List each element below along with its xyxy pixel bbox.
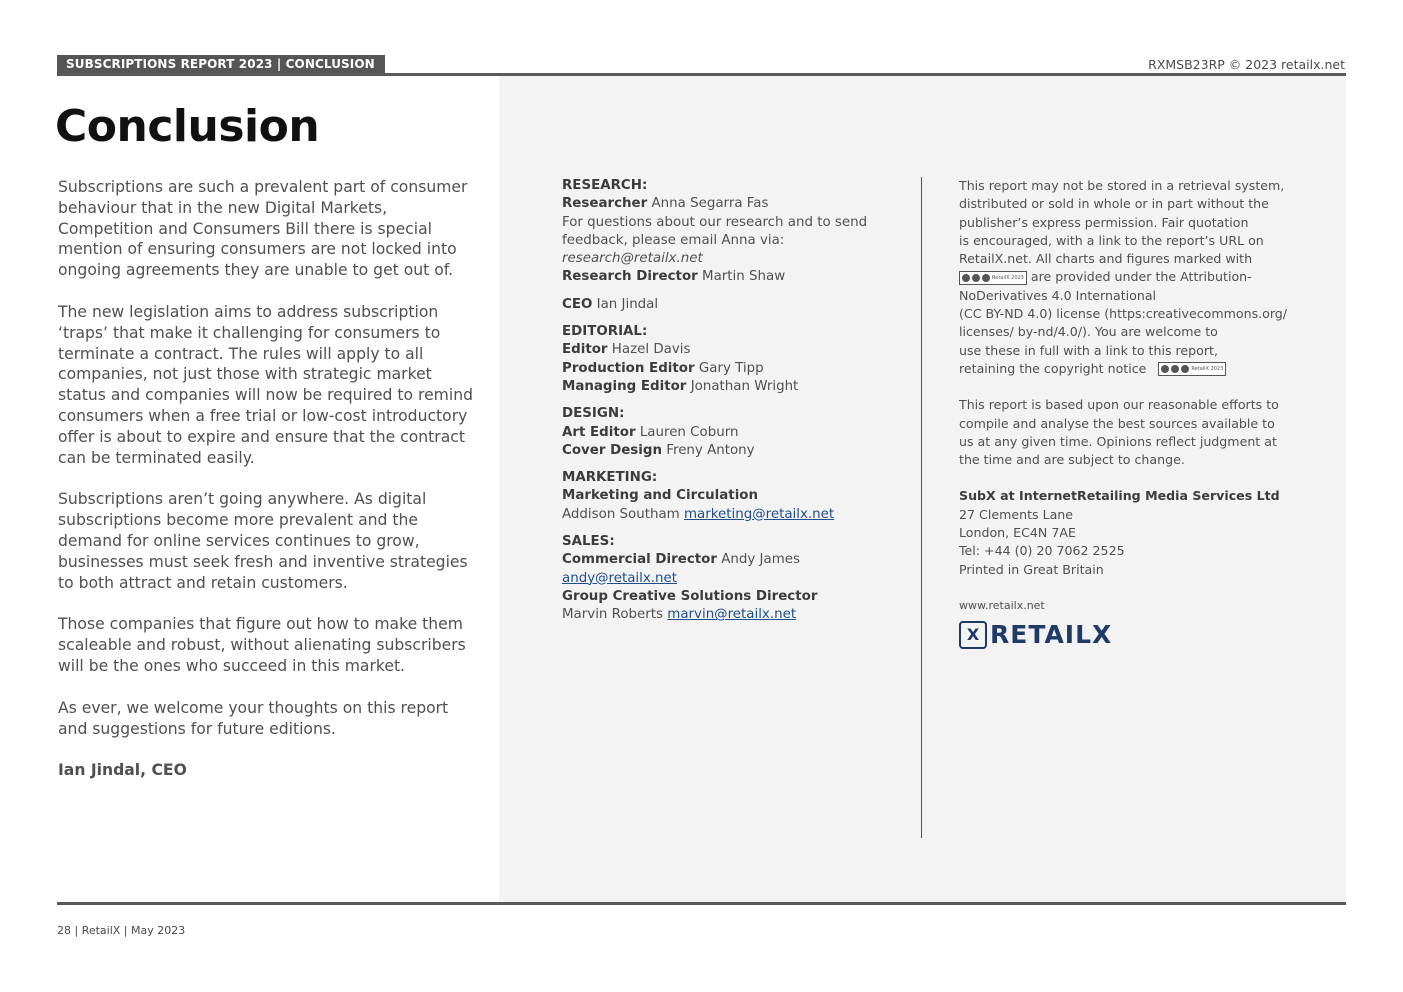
text-line: are provided under the Attribution- [1030,269,1252,285]
retailx-logo [959,621,1279,649]
marvin-email-link[interactable]: marvin@retailx.net [667,607,797,623]
role-label: CEO [562,296,593,312]
paragraph: Subscriptions are such a prevalent part of consumer behaviour that in the new Digital Markets, Competition and Consumers Bill there is special mention of ensuring consumers are not locked into ongoing agreements they are unable to get out of. [58,178,468,280]
text-line: compile and analyse the best sources available to [959,415,1275,431]
section-heading: DESIGN: [562,406,625,422]
section-heading: MARKETING: [562,470,658,486]
role-label: Researcher [562,196,648,212]
phone-line: Tel: +44 (0) 20 7062 2525 [959,543,1125,559]
report-code: RXMSB23RP © 2023 retailx.net [1148,57,1345,72]
text-line: (CC BY-ND 4.0) license (https:creativecommons.org/ [959,306,1288,322]
footer-divider [57,902,1346,905]
role-label: Production Editor [562,360,695,376]
text-line: RetailX.net. All charts and figures marked with [959,251,1253,267]
badge-label: RetailX 2023 [1191,366,1224,373]
role-label: Art Editor [562,424,636,440]
section-heading: SALES: [562,534,615,550]
by-icon [972,274,980,282]
legal-column [959,177,1288,650]
person-name: Andy James [721,552,800,568]
text-line: NoDerivatives 4.0 International [959,287,1157,303]
cc-license-badge [1158,362,1226,376]
retailx-logo-icon: X [959,621,987,649]
role-label: Commercial Director [562,552,717,568]
column-divider [921,177,922,838]
disclaimer [959,396,1279,469]
sales-section [562,533,912,624]
credits-column [562,177,912,634]
text-line: use these in full with a link to this report, [959,342,1218,358]
research-section [562,177,912,287]
retailx-wordmark: RETAILX [990,620,1113,650]
editorial-section [562,323,912,396]
role-label: Marketing and Circulation [562,488,759,504]
marketing-email-link[interactable]: marketing@retailx.net [684,506,835,522]
paragraph: The new legislation aims to address subscription ‘traps’ that make it challenging for consumers to terminate a contract. The rules will apply to all companies, not just those with strategic market status and companies will now be required to remind consumers when a free trial or low-cost introductory offer is about to expire and ensure that the contract can be terminated easily. [58,302,473,467]
role-label: Managing Editor [562,378,687,394]
person-name: Anna Segarra Fas [651,196,769,212]
person-name: Lauren Coburn [639,424,739,440]
role-label: Group Creative Solutions Director [562,588,818,604]
by-icon [1171,365,1179,373]
paragraph: Those companies that figure out how to make them scaleable and robust, without alienating subscribers will be the ones who succeed in this market. [58,615,466,675]
role-label: Editor [562,342,608,358]
text-line: is encouraged, with a link to the report’s URL on [959,232,1264,248]
person-name: Addison Southam [562,506,680,522]
text-line: us at any given time. Opinions reflect judgment at [959,433,1277,449]
person-name: Martin Shaw [702,269,786,285]
text-line: the time and are subject to change. [959,452,1185,468]
questions-text: For questions about our research and to send [562,214,868,230]
text-line: This report is based upon our reasonable efforts to [959,397,1279,413]
questions-text: feedback, please email Anna via: [562,232,785,248]
paragraph: As ever, we welcome your thoughts on this report and suggestions for future editions. [58,698,449,738]
ceo-section [562,296,912,314]
cc-license-badge [959,271,1027,285]
page-title: Conclusion [55,101,320,152]
signature: Ian Jindal, CEO [58,761,187,780]
design-section [562,405,912,460]
badge-label: RetailX 2023 [992,274,1024,281]
cc-icon [1161,365,1169,373]
section-heading: RESEARCH: [562,178,648,193]
research-email: research@retailx.net [562,251,703,267]
role-label: Cover Design [562,442,662,458]
person-name: Gary Tipp [698,360,764,376]
text-line: distributed or sold in whole or in part without the [959,196,1269,212]
marketing-section [562,469,912,524]
person-name: Freny Antony [666,442,755,458]
person-name: Jonathan Wright [690,378,799,394]
copyright-notice [959,177,1288,378]
page-footer: 28 | RetailX | May 2023 [57,924,186,937]
person-name: Ian Jindal [596,296,659,312]
text-line: licenses/ by-nd/4.0/). You are welcome to [959,324,1218,340]
andy-email-link[interactable]: andy@retailx.net [562,570,678,586]
person-name: Marvin Roberts [562,607,664,623]
person-name: Hazel Davis [611,342,691,358]
company-address [959,487,1279,578]
text-line: retaining the copyright notice [959,360,1147,376]
website-url[interactable]: www.retailx.net [959,598,1045,612]
role-label: Research Director [562,269,698,285]
cc-icon [962,274,970,282]
section-label: SUBSCRIPTIONS REPORT 2023 | CONCLUSION [57,55,385,73]
nd-icon [1181,365,1189,373]
text-line: This report may not be stored in a retrieval system, [959,178,1285,193]
conclusion-body [58,177,473,802]
company-name: SubX at InternetRetailing Media Services Ltd [959,488,1280,504]
paragraph: Subscriptions aren’t going anywhere. As digital subscriptions become more prevalent and the demand for online services continues to grow, businesses must seek fresh and inventive strategies to both attract and retain customers. [58,490,468,592]
nd-icon [982,274,990,282]
address-line: 27 Clements Lane [959,506,1074,522]
section-heading: EDITORIAL: [562,324,648,340]
text-line: publisher’s express permission. Fair quotation [959,214,1249,230]
address-line: London, EC4N 7AE [959,525,1076,541]
address-line: Printed in Great Britain [959,561,1104,577]
